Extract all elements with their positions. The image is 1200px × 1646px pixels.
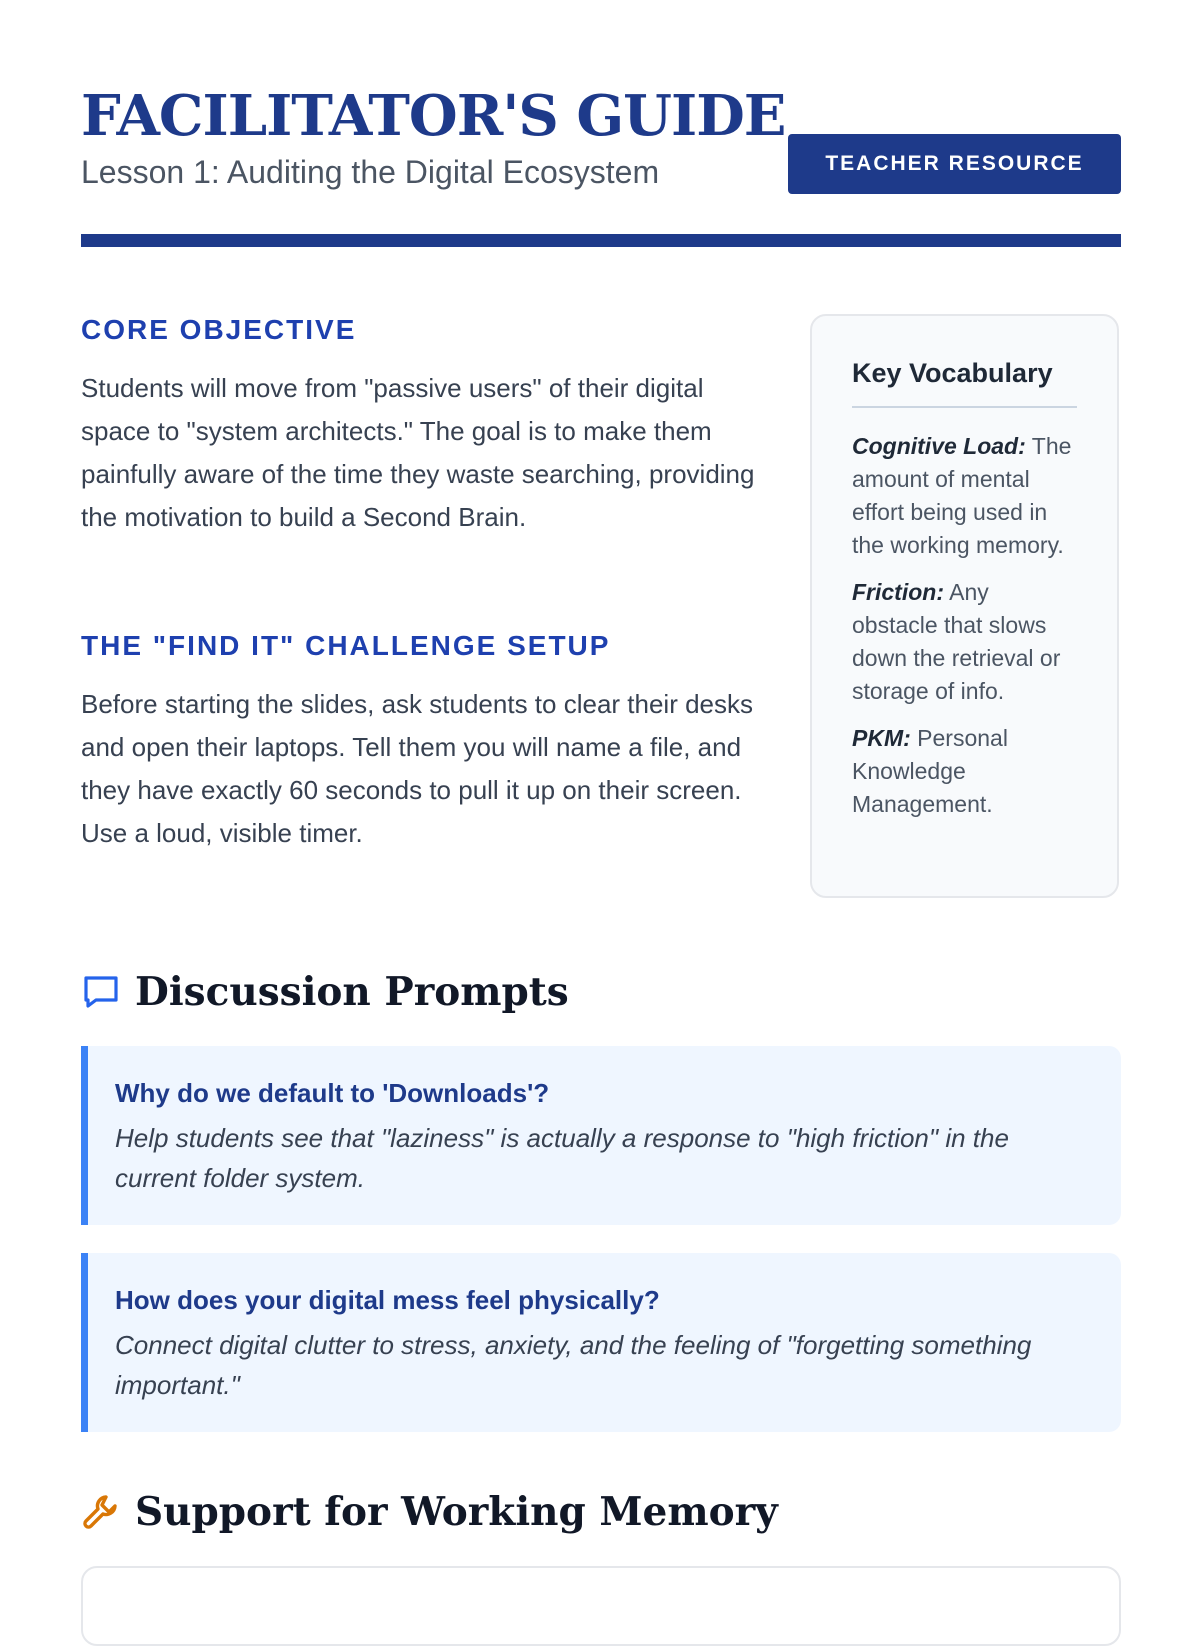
vocab-term: Cognitive Load: (852, 433, 1026, 459)
vocabulary-title: Key Vocabulary (852, 356, 1077, 408)
wrench-icon (81, 1491, 121, 1531)
core-objective-heading: CORE OBJECTIVE (81, 314, 357, 345)
header-divider (81, 234, 1121, 247)
challenge-heading: THE "FIND IT" CHALLENGE SETUP (81, 630, 611, 661)
guide-header (81, 84, 1121, 248)
support-working-memory-heading (81, 1488, 778, 1536)
vocab-item (852, 430, 1077, 562)
prompt-question: How does your digital mess feel physically? (115, 1285, 660, 1315)
discussion-prompts-heading (81, 968, 569, 1016)
vocab-term: Friction: (852, 579, 944, 605)
discussion-prompt-card (81, 1046, 1121, 1225)
discussion-prompt-card (81, 1253, 1121, 1432)
prompt-question: Why do we default to 'Downloads'? (115, 1078, 550, 1108)
support-heading-text: Support for Working Memory (135, 1489, 778, 1535)
discussion-heading-text: Discussion Prompts (135, 969, 569, 1015)
key-vocabulary-card (810, 314, 1119, 898)
vocab-definition: The amount of mental effort being used in the working memory. (852, 433, 1072, 558)
vocab-term: PKM: (852, 725, 911, 751)
page-title: FACILITATOR'S GUIDE (81, 83, 786, 149)
working-memory-card (81, 1566, 1121, 1646)
vocab-definition: Personal Knowledge Management. (852, 725, 1008, 817)
prompt-answer: Help students see that "laziness" is actually a response to "high friction" in the current folder system. (115, 1123, 1009, 1193)
core-objective-text: Students will move from "passive users" of their digital space to "system architects." The goal is to make them painfully aware of the time they waste searching, providing the motivation to build a Second Brain. (81, 373, 755, 532)
vocab-item (852, 576, 1077, 708)
vocab-item (852, 722, 1077, 821)
lesson-subtitle: Lesson 1: Auditing the Digital Ecosystem (81, 154, 660, 190)
challenge-text: Before starting the slides, ask students to clear their desks and open their laptops. Tell them you will name a file, and they have exactly 60 seconds to pull it up on their screen. Use a loud, visible timer. (81, 689, 754, 848)
teacher-resource-badge: TEACHER RESOURCE (788, 134, 1121, 194)
prompt-answer: Connect digital clutter to stress, anxiety, and the feeling of "forgetting something important." (115, 1330, 1032, 1400)
chat-bubble-icon (81, 971, 121, 1011)
vocab-definition: Any obstacle that slows down the retrieval or storage of info. (852, 579, 1061, 704)
